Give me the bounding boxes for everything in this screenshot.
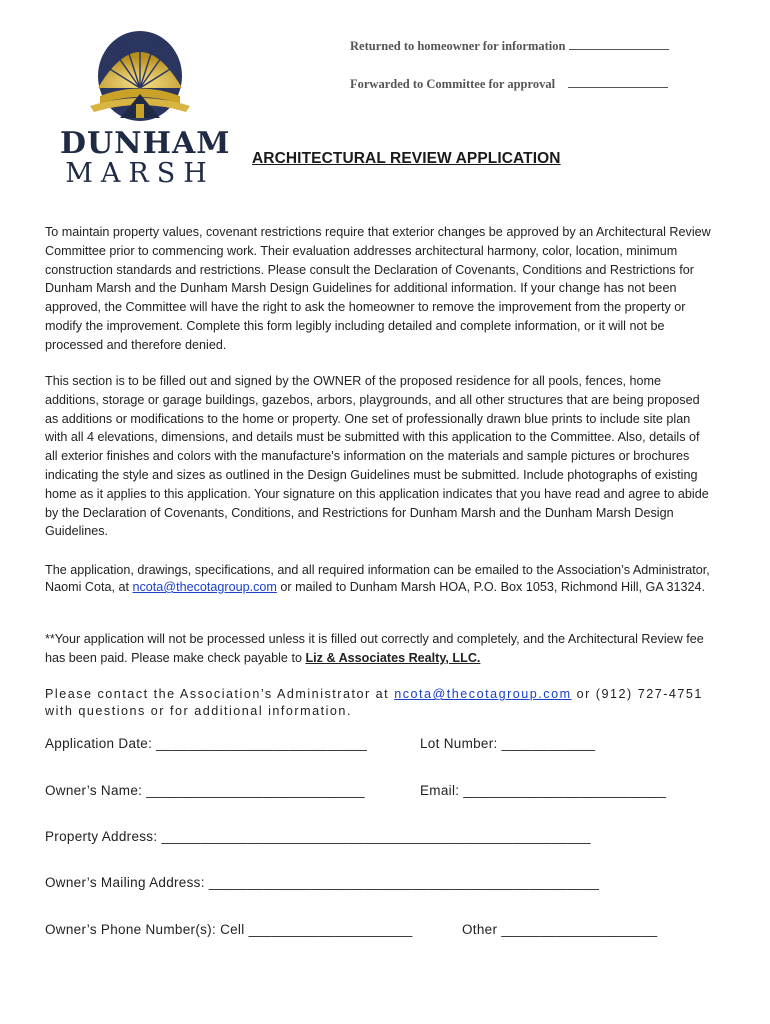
processing-notice-text: **Your application will not be processed unless it is filled out correctly and completely, and the Architectural Review fee has been paid. Please make check payable to	[45, 632, 704, 665]
dunham-marsh-logo	[60, 26, 231, 191]
phone-cell-field[interactable]: Owner’s Phone Number(s): Cell _____________________	[45, 922, 413, 937]
application-date-field[interactable]: Application Date: ___________________________	[45, 736, 368, 751]
administrator-email-link[interactable]: ncota@thecotagroup.com	[132, 580, 277, 594]
property-address-field[interactable]: Property Address: _______________________________________________________	[45, 829, 591, 844]
contact-text-after: with questions or for additional information.	[45, 704, 352, 718]
returned-blank[interactable]	[569, 38, 669, 50]
phone-other-field[interactable]: Other ____________________	[462, 922, 658, 937]
returned-label: Returned to homeowner for information	[350, 39, 566, 53]
contact-paragraph	[45, 686, 715, 720]
intro-paragraph: To maintain property values, covenant restrictions require that exterior changes be approved by an Architectural Review Committee prior to commencing work. Their evaluation addresses architectural harmony, color, location, minimum construction standards and restrictions. Please consult the Declaration of Covenants, Conditions and Restrictions for Dunham Marsh and the Dunham Marsh Design Guidelines for additional information. If your change has not been approved, the Committee will have the right to ask the homeowner to remove the improvement from the property or modify the improvement. Complete this form legibly including detailed and complete information, or it will not be processed and therefore denied.	[45, 225, 711, 352]
page-title: ARCHITECTURAL REVIEW APPLICATION	[252, 150, 561, 167]
owner-section-paragraph: This section is to be filled out and signed by the OWNER of the proposed residence for all pools, fences, home additions, storage or garage buildings, gazebos, arbors, playgrounds, and all other structures that are being proposed as additions or modifications to the home or property. One set of professionally drawn blue prints to include site plan with all 4 elevations, dimensions, and details must be submitted with this application to the Committee. Also, details of all exterior finishes and colors with the manufacture's information on the materials and sample pictures or brochures indicating the style and sizes as outlined in the Design Guidelines must be submitted. Include photographs of existing home as it applies to this application. Your signature on this application indicates that you have read and agree to abide by the Declaration of Covenants, Conditions, and Restrictions for Dunham Marsh and the Dunham Marsh Design Guidelines.	[45, 374, 709, 539]
returned-to-homeowner-line	[350, 38, 669, 54]
payee-name: Liz & Associates Realty, LLC.	[305, 650, 481, 665]
submission-paragraph	[45, 562, 715, 596]
marsh-sun-emblem-icon	[60, 26, 220, 126]
forwarded-label: Forwarded to Committee for approval	[350, 77, 556, 91]
mailing-address-field[interactable]: Owner’s Mailing Address: __________________________________________________	[45, 875, 600, 890]
contact-text-before: Please contact the Association’s Administrator at	[45, 687, 395, 701]
logo-line-marsh: MARSH	[65, 158, 215, 189]
forwarded-to-committee-line	[350, 76, 668, 92]
logo-line-dunham: DUNHAM	[60, 126, 231, 161]
contact-phone: or (912) 727-4751	[571, 687, 703, 701]
owner-name-field[interactable]: Owner’s Name: ____________________________	[45, 783, 365, 798]
lot-number-field[interactable]: Lot Number: ____________	[420, 736, 596, 751]
processing-notice-paragraph	[45, 630, 715, 668]
submission-text-after: or mailed to Dunham Marsh HOA, P.O. Box 1053, Richmond Hill, GA 31324.	[276, 580, 706, 594]
submission-text-before: The application, drawings, specifications, and all required information can be emailed to the Association’s Administrator, Naomi Cota, at	[45, 563, 710, 594]
forwarded-blank[interactable]	[568, 76, 668, 88]
contact-email-link[interactable]: ncota@thecotagroup.com	[394, 687, 572, 701]
email-field[interactable]: Email: __________________________	[420, 783, 667, 798]
